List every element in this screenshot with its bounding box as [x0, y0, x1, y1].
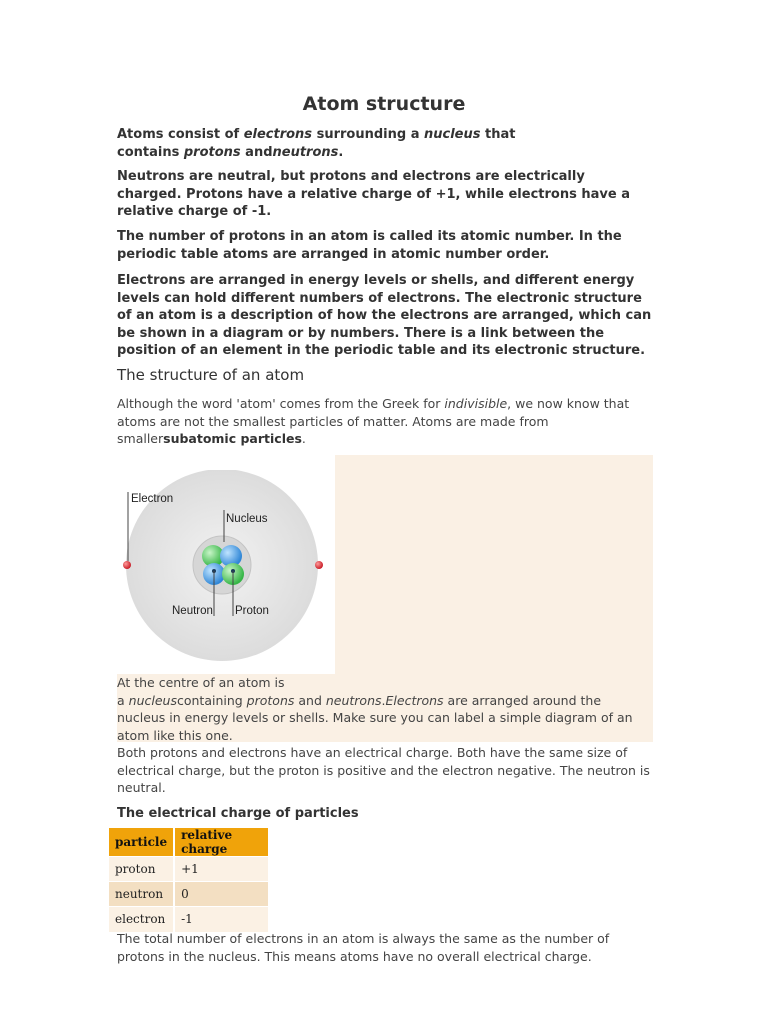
charge-table	[109, 828, 270, 932]
term-electrons: Electrons	[385, 692, 444, 708]
term-nucleus: nucleus	[424, 127, 481, 142]
text-fragment: .	[338, 144, 344, 160]
term-electrons: electrons	[243, 127, 313, 142]
text-fragment: are arranged around the nucleus in energy levels or shells. Make sure you can label a simple diagram of an atom like this one.	[117, 692, 633, 743]
table-header-cell: particle	[109, 828, 174, 857]
term-subatomic-particles: subatomic particles	[163, 431, 302, 446]
text-fragment: .	[301, 431, 306, 446]
text-fragment: that	[480, 127, 516, 142]
intro-paragraph-3: The number of protons in an atom is called its atomic number. In the periodic table atoms are arranged in atomic number order.	[117, 229, 622, 262]
text-fragment: Although the word 'atom' comes from the Greek for	[117, 396, 445, 411]
proton-label: Proton	[235, 605, 269, 617]
term-indivisible: indivisible	[444, 396, 508, 411]
table-cell: neutron	[109, 882, 174, 907]
table-cell: proton	[109, 857, 174, 882]
term-protons: protons	[246, 692, 295, 708]
page-title: Atom structure	[302, 93, 466, 115]
diagram-panel-background	[335, 455, 653, 674]
text-fragment: .	[381, 692, 386, 708]
text-fragment: and	[294, 692, 326, 708]
final-paragraph: The total number of electrons in an atom is always the same as the number of protons in the nucleus. This means atoms have no overall electrical charge.	[117, 931, 610, 964]
table-cell: 0	[174, 882, 269, 907]
text-fragment: containing	[176, 692, 247, 708]
table-header-cell: relative charge	[174, 828, 269, 857]
term-neutrons: neutrons	[325, 692, 382, 708]
atom-diagram	[117, 470, 335, 670]
charge-paragraph: Both protons and electrons have an electrical charge. Both have the same size of electrical charge, but the proton is positive and the electron negative. The neutron is neutral.	[117, 745, 650, 795]
intro-paragraph-1	[117, 126, 652, 161]
text-fragment: Atoms consist of	[117, 127, 244, 142]
text-fragment: At the centre of an atom is	[117, 675, 285, 690]
intro-paragraph-4: Electrons are arranged in energy levels or shells, and different energy levels can hold different numbers of electrons. The electronic structure of an atom is a description of how the electrons are arranged, which can be shown in a diagram or by numbers. There is a link between the position of an element in the periodic table and its electronic structure.	[117, 273, 652, 358]
electron-particle	[315, 561, 323, 569]
text-fragment: contains	[117, 144, 184, 160]
term-protons: protons	[183, 144, 241, 160]
diagram-caption	[117, 674, 653, 744]
table-cell: electron	[109, 907, 174, 932]
electron-particle	[123, 561, 131, 569]
table-cell: +1	[174, 857, 269, 882]
table-row	[109, 907, 269, 932]
neutron-label: Neutron	[172, 605, 213, 617]
table-cell: -1	[174, 907, 269, 932]
text-fragment: surrounding a	[312, 127, 424, 142]
nucleus-label: Nucleus	[226, 513, 268, 525]
electron-label: Electron	[131, 493, 174, 505]
section-heading: The structure of an atom	[117, 366, 305, 384]
text-fragment: and	[240, 144, 273, 160]
text-fragment: a	[117, 692, 129, 708]
table-row	[109, 882, 269, 907]
table-heading: The electrical charge of particles	[117, 806, 359, 821]
table-row	[109, 857, 269, 882]
term-neutrons: neutrons	[272, 144, 339, 160]
structure-paragraph	[117, 395, 657, 448]
nucleus-halo	[193, 536, 251, 594]
intro-paragraph-2: Neutrons are neutral, but protons and electrons are electrically charged. Protons have a relative charge of +1, while electrons have a relative charge of -1.	[117, 169, 630, 219]
text-fragment: , we now know that atoms are not the smallest particles of matter. Atoms are made from smaller	[117, 396, 630, 446]
term-nucleus: nucleus	[128, 692, 177, 708]
table-header-row	[109, 828, 269, 857]
